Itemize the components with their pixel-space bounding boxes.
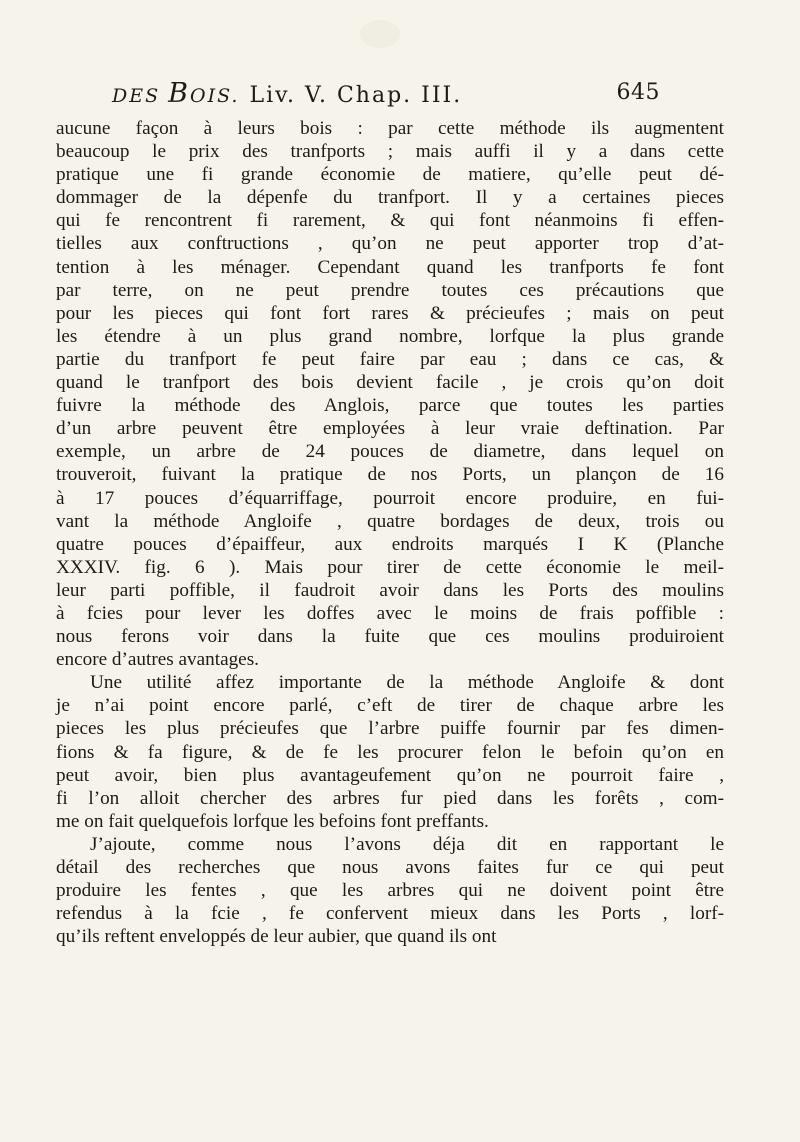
text-line: d’un arbre peuvent être employées à leur vraie deftination. Par — [56, 418, 724, 440]
text-line: me on fait quelquefois lorfque les befoins font preffants. — [56, 810, 489, 832]
text-line: nous ferons voir dans la fuite que ces moulins produiroient — [56, 626, 724, 648]
text-line: encore d’autres avantages. — [56, 649, 259, 671]
text-line: fions & fa figure, & de fe les procurer felon le befoin qu’on en — [56, 741, 724, 763]
text-line: vant la méthode Angloife , quatre bordages de deux, trois ou — [56, 510, 724, 532]
text-line: qui fe rencontrent fi rarement, & qui font néanmoins fi effen- — [56, 210, 724, 232]
text-line: fi l’on alloit chercher des arbres fur pied dans les forêts , com- — [56, 787, 724, 809]
text-line: produire les fentes , que les arbres qui ne doivent point être — [56, 880, 724, 902]
text-line: tention à les ménager. Cependant quand les tranfports fe font — [56, 256, 724, 278]
text-line: les étendre à un plus grand nombre, lorfque la plus grande — [56, 325, 724, 347]
text-line: XXXIV. fig. 6 ). Mais pour tirer de cette économie le meil- — [56, 556, 724, 578]
text-line: pratique une fi grande économie de matiere, qu’elle peut dé- — [56, 164, 724, 186]
text-line: quand le tranfport des bois devient facile , je crois qu’on doit — [56, 372, 724, 394]
chapter-reference: Liv. V. Chap. III. — [249, 83, 463, 108]
text-line: à fcies pour lever les doffes avec le moins de frais poffible : — [56, 602, 724, 624]
running-title-left: DES BOIS. — [112, 78, 240, 109]
text-line: beaucoup le prix des tranfports ; mais auffi il y a dans cette — [56, 141, 724, 163]
text-line: leur parti poffible, il faudroit avoir dans les Ports des moulins — [56, 579, 724, 601]
text-line: pieces les plus précieufes que l’arbre puiffe fournir par fes dimen- — [56, 718, 724, 740]
text-line: quatre pouces d’épaiffeur, aux endroits marqués I K (Planche — [56, 533, 724, 555]
text-line: tielles aux conftructions , qu’on ne peut apporter trop d’at- — [56, 233, 724, 255]
text-line: dommager de la dépenfe du tranfport. Il y a certaines pieces — [56, 187, 724, 209]
text-line: fuivre la méthode des Anglois, parce que toutes les parties — [56, 395, 724, 417]
text-line: à 17 pouces d’équarriffage, pourroit encore produire, en fui- — [56, 487, 724, 509]
text-line: je n’ai point encore parlé, c’eft de tirer de chaque arbre les — [56, 695, 724, 717]
text-line: Une utilité affez importante de la méthode Angloife & dont — [90, 672, 724, 694]
text-line: par terre, on ne peut prendre toutes ces précautions que — [56, 279, 724, 301]
text-line: partie du tranfport fe peut faire par eau ; dans ce cas, & — [56, 348, 724, 370]
text-line: qu’ils reftent enveloppés de leur aubier, que quand ils ont — [56, 926, 497, 948]
running-header — [112, 78, 660, 114]
text-line: J’ajoute, comme nous l’avons déja dit en rapportant le — [90, 833, 724, 855]
paper-stain — [360, 20, 400, 48]
text-line: trouveroit, fuivant la pratique de nos Ports, un plançon de 16 — [56, 464, 724, 486]
text-line: aucune façon à leurs bois : par cette méthode ils augmentent — [56, 118, 724, 139]
text-line: exemple, un arbre de 24 pouces de diametre, dans lequel on — [56, 441, 724, 463]
page-number: 645 — [616, 80, 660, 105]
text-line: pour les pieces qui font fort rares & précieufes ; mais on peut — [56, 302, 724, 324]
text-line: refendus à la fcie , fe confervent mieux dans les Ports , lorf- — [56, 903, 724, 925]
text-line: détail des recherches que nous avons faites fur ce qui peut — [56, 857, 724, 878]
text-line: peut avoir, bien plus avantageufement qu’on ne pourroit faire , — [56, 764, 724, 786]
body-text — [56, 117, 724, 948]
